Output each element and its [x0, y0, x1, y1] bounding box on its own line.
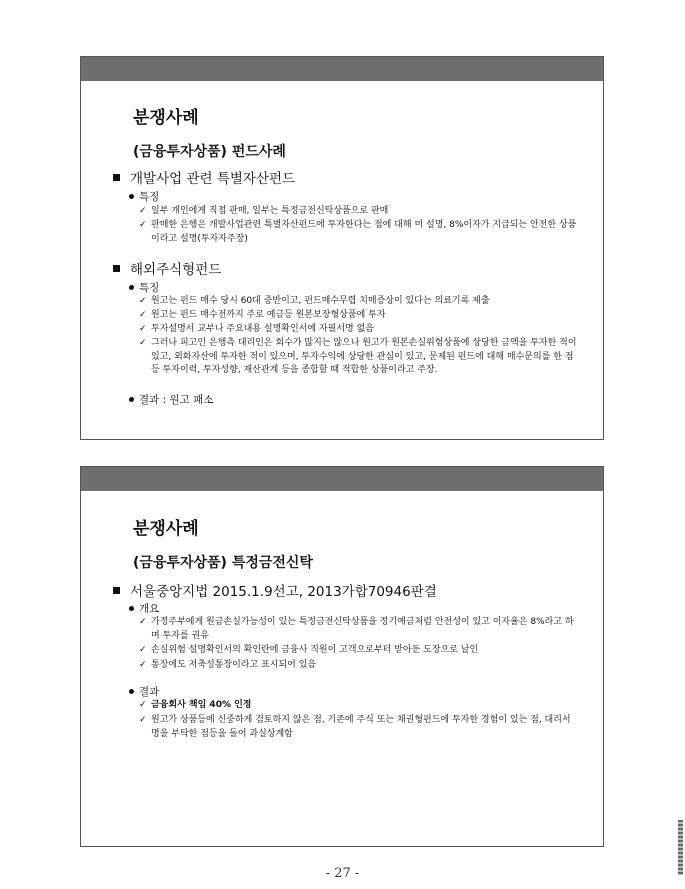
section-heading: 개발사업 관련 특별자산펀드: [113, 167, 295, 187]
dot-bullet-icon: [129, 689, 134, 694]
dot-bullet-icon: [129, 285, 134, 290]
list-item: ✓ 원고는 펀드 매수전까지 주로 예금등 원본보장형상품에 투자: [139, 309, 579, 323]
list-item: ✓ 원고는 펀드 매수 당시 60대 중반이고, 펀드매수무렵 치매증상이 있다는 의료기록 제출: [139, 295, 579, 309]
check-icon: ✓: [139, 617, 147, 627]
page-number: - 27 -: [325, 866, 360, 881]
dot-bullet-icon: [129, 194, 134, 199]
list-item: ✓ 투자설명서 교부나 주요내용 설명확인서에 자필서명 없음: [139, 323, 579, 337]
list-item: ✓ 원고가 상품등에 신중하게 검토하지 않은 점, 기존에 주식 또는 채권형펀드에 투자한 경험이 있는 점, 대리서명을 부탁한 점등을 들어 과실상계함: [139, 714, 579, 741]
list-item: ✓ 가정주부에게 원금손실가능성이 있는 특정금전신탁상품을 정기예금처럼 안전성이 있고 이자율은 8%라고 하며 투자를 권유: [139, 616, 579, 643]
check-icon: ✓: [139, 220, 147, 230]
check-icon: ✓: [139, 310, 147, 320]
check-icon: ✓: [139, 296, 147, 306]
check-icon: ✓: [139, 324, 147, 334]
list-item: ✓ 손실위험 설명확인서의 확인란에 금융사 직원이 고객으로부터 받아둔 도장으로 날인: [139, 644, 579, 658]
slide-title: 분쟁사례: [133, 519, 199, 539]
check-icon: ✓: [139, 660, 147, 670]
result-label: 결과 : 원고 패소: [129, 392, 213, 407]
square-bullet-icon: [113, 265, 120, 272]
section-label: 특징: [129, 280, 159, 295]
square-bullet-icon: [113, 174, 120, 181]
check-icon: ✓: [139, 338, 147, 348]
slide-subtitle: (금융투자상품) 특정금전신탁: [133, 555, 313, 571]
slide-title: 분쟁사례: [133, 108, 199, 128]
slide-trust-case: [80, 466, 604, 847]
section-label: 특징: [129, 189, 159, 204]
section-heading: 해외주식형펀드: [113, 258, 221, 278]
list-item: ✓ 금융회사 책임 40% 인정: [139, 699, 579, 713]
check-icon: ✓: [139, 700, 147, 710]
section-heading: 서울중앙지법 2015.1.9선고, 2013가합70946판결: [113, 580, 437, 600]
list-item: ✓ 그러나 피고인 은행측 대리인은 회수가 많지는 않으나 원고가 원본손실위험상품에 상당한 금액을 투자한 적이 있고, 외화자산에 투자한 적이 있으며, 투자수익에 상당한 관심이 있고, 문제된 펀드에 대해 매수문의를 한 점 등 투자이력, 투자성향, 재산관계 등을 종합할 때 적합한 상품이라고 주장.: [139, 337, 579, 378]
slide-subtitle: (금융투자상품) 펀드사례: [133, 144, 286, 160]
check-icon: ✓: [139, 206, 147, 216]
slide-header-bar: [81, 467, 603, 491]
section-label: 개요: [129, 601, 159, 616]
list-item: ✓ 통장에도 저축성통장이라고 표시되어 있음: [139, 659, 579, 673]
check-icon: ✓: [139, 715, 147, 725]
list-item: ✓ 판매한 은행은 개발사업관련 특별자산펀드에 투자한다는 점에 대해 미 설명, 8%이자가 지급되는 안전한 상품이라고 설명(투자자주장): [139, 219, 579, 246]
dot-bullet-icon: [129, 606, 134, 611]
section-label: 결과: [129, 684, 159, 699]
check-icon: ✓: [139, 645, 147, 655]
square-bullet-icon: [113, 587, 120, 594]
edge-scan-mark: [678, 820, 683, 875]
dot-bullet-icon: [129, 397, 134, 402]
slide-header-bar: [81, 57, 603, 81]
slide-fund-cases: [80, 56, 604, 440]
list-item: ✓ 일부 개인에게 직접 판매, 일부는 특정금전신탁상품으로 판매: [139, 205, 579, 219]
